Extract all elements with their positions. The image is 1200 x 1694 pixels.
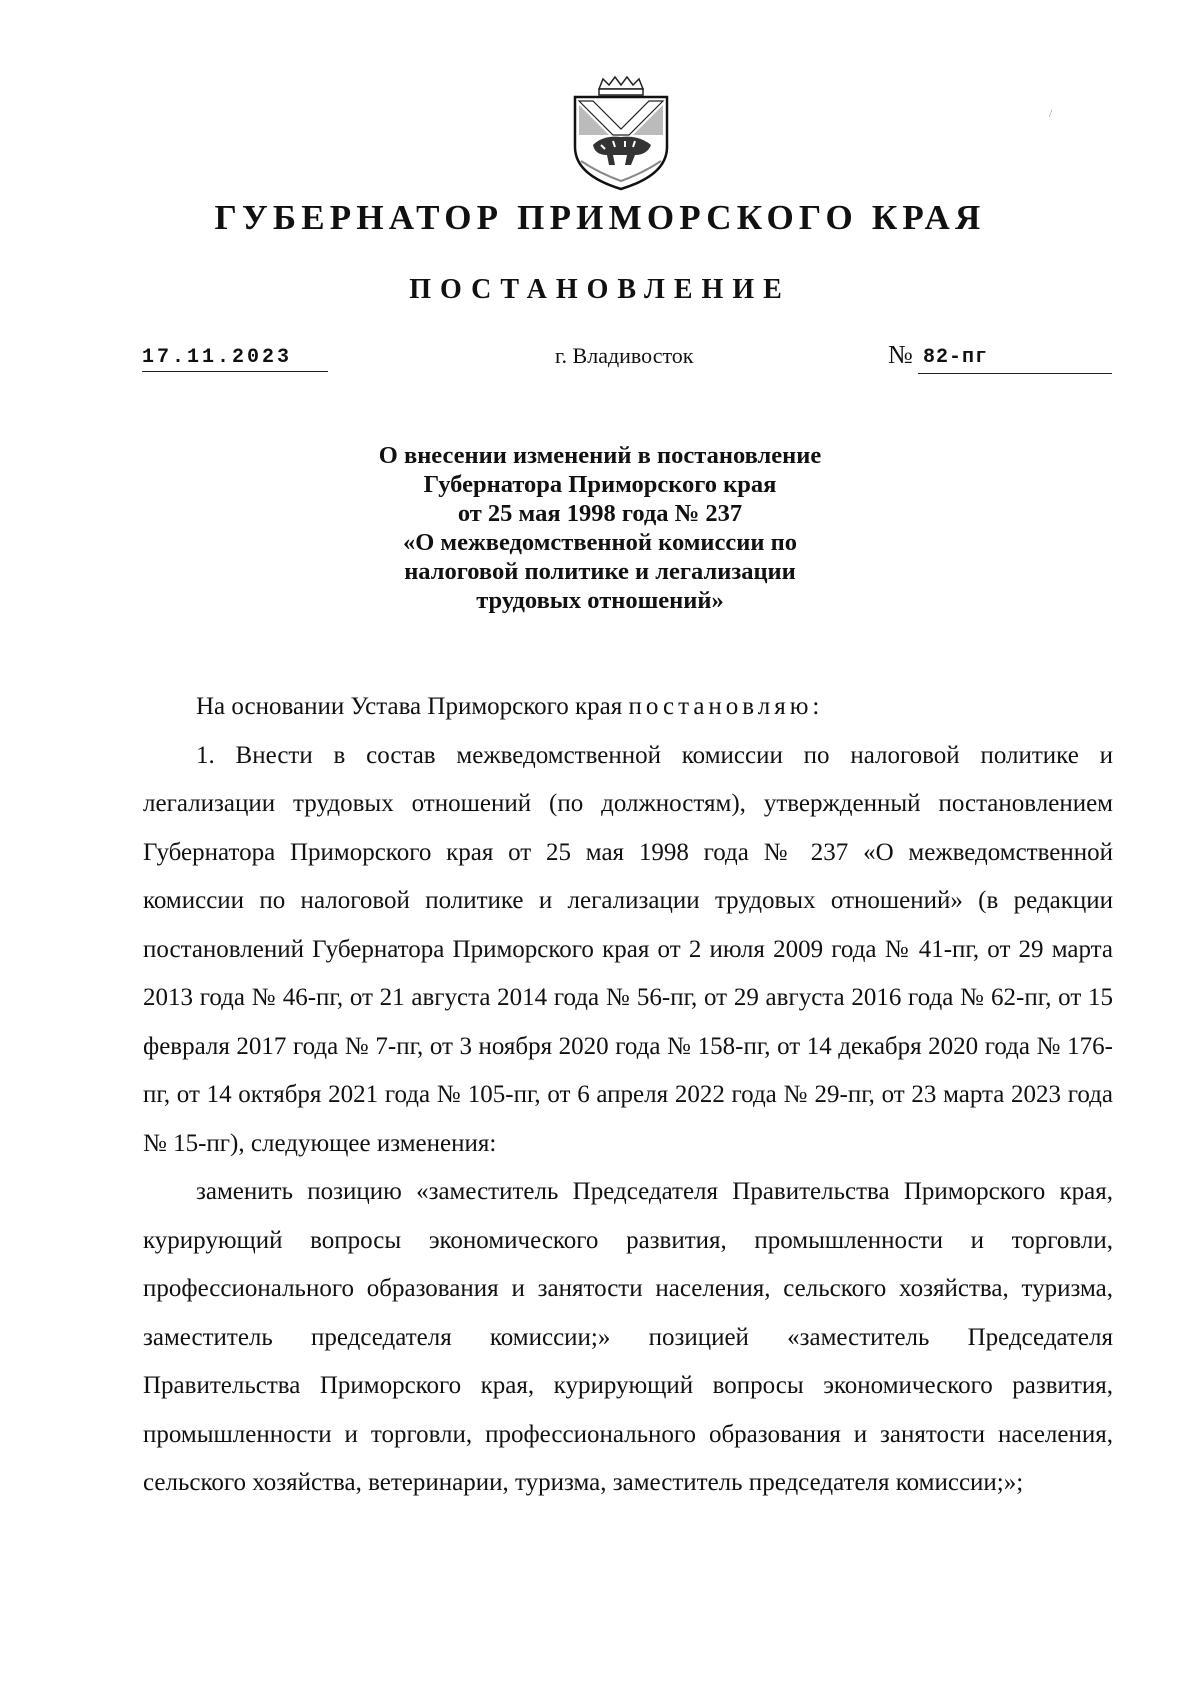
- coat-of-arms-emblem: [569, 75, 673, 193]
- document-body: [143, 683, 1113, 1508]
- subject-line: трудовых отношений»: [476, 587, 724, 614]
- document-number: 82-пг: [923, 346, 989, 369]
- document-subject: [250, 441, 950, 615]
- number-sign: №: [888, 340, 913, 369]
- document-date: 17.11.2023: [142, 346, 293, 369]
- intro-paragraph: [143, 683, 1113, 732]
- subject-line: О внесении изменений в постановление: [378, 442, 822, 469]
- document-type: ПОСТАНОВЛЕНИЕ: [409, 274, 791, 305]
- paragraph-1: 1. Внести в состав межведомственной комиссии по налоговой политике и легализации трудовых отношений (по должностям), утвержденный постановлением Губернатора Приморского края от 25 мая 1998 года № 237 «О межведомственной комиссии по налоговой политике и легализации трудовых отношений» (в редакции постановлений Губернатора Приморского края от 2 июля 2009 года № 41-пг, от 29 марта 2013 года № 46-пг, от 21 августа 2014 года № 56-пг, от 29 августа 2016 года № 62-пг, от 15 февраля 2017 года № 7-пг, от 3 ноября 2020 года № 158-пг, от 14 декабря 2020 года № 176-пг, от 14 октября 2021 года № 105-пг, от 6 апреля 2022 года № 29-пг, от 23 марта 2023 года № 15-пг), следующее изменения:: [143, 741, 1113, 1157]
- paragraph-2: заменить позицию «заместитель Председателя Правительства Приморского края, курирующий вопросы экономического развития, промышленности и торговли, профессионального образования и занятости населения, сельского хозяйства, туризма, заместитель председателя комиссии;» позицией «заместитель Председателя Правительства Приморского края, курирующий вопросы экономического развития, промышленности и торговли, профессионального образования и занятости населения, сельского хозяйства, ветеринарии, туризма, заместитель председателя комиссии;»;: [143, 1178, 1113, 1496]
- subject-line: налоговой политике и легализации: [404, 558, 796, 585]
- subject-line: Губернатора Приморского края: [423, 471, 777, 498]
- decree-word: постановляю:: [628, 693, 824, 720]
- scan-mark: /: [1049, 106, 1053, 120]
- organization-title: ГУБЕРНАТОР ПРИМОРСКОГО КРАЯ: [214, 198, 986, 237]
- number-underline: [918, 373, 1112, 374]
- subject-line: «О межведомственной комиссии по: [403, 529, 797, 556]
- intro-text: На основании Устава Приморского края: [196, 693, 629, 720]
- subject-line: от 25 мая 1998 года № 237: [457, 500, 743, 527]
- document-city: г. Владивосток: [555, 343, 694, 368]
- date-underline: [142, 371, 328, 372]
